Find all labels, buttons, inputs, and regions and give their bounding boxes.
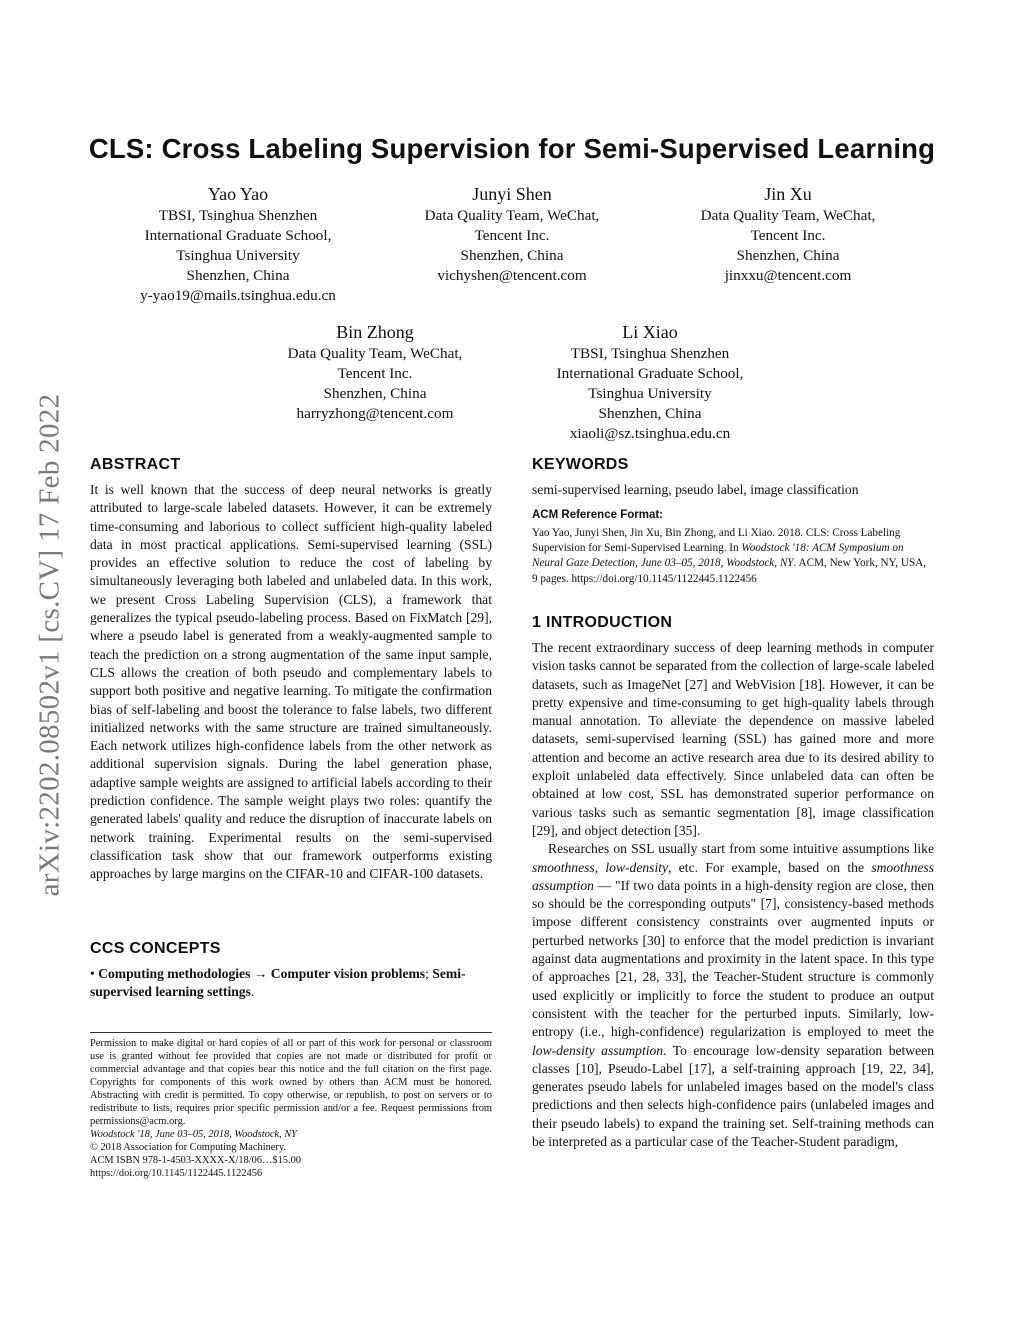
- author-location: Shenzhen, China: [323, 385, 427, 402]
- author-name: Li Xiao: [622, 322, 678, 342]
- ccs-heading: CCS CONCEPTS: [90, 940, 221, 957]
- author-name: Jin Xu: [764, 184, 812, 204]
- author-name: Yao Yao: [207, 184, 269, 204]
- intro-text: — "If two data points in a high-density region are close, then so should be the corresponding outputs" [7], consistency-based methods impose different consistency constraints over augmented inputs or perturbed networks [30] to enforce that the model prediction is invariant against data augmentations and proximity in the latent space. In this type of approaches [21, 28, 33], the Teacher-Student structure is commonly used explicitly or implicitly to force the student to produce an output consistent with the teacher for the perturbed inputs. Similarly, low-entropy (i.e., high-confidence) regularization is employed to meet the: [532, 877, 934, 1040]
- ccs-item: Computing methodologies: [98, 966, 251, 981]
- author-affiliation: Tencent Inc.: [337, 365, 413, 382]
- intro-paragraph-2: [532, 840, 934, 1151]
- author-block-junyi-shen: [374, 182, 650, 286]
- author-affiliation: TBSI, Tsinghua Shenzhen: [158, 207, 318, 224]
- author-email: harryzhong@tencent.com: [296, 405, 454, 422]
- arxiv-stamp-text: arXiv:2202.08502v1 [cs.CV] 17 Feb 2022: [33, 393, 66, 897]
- keywords-heading: KEYWORDS: [532, 456, 629, 473]
- author-affiliation: International Graduate School,: [556, 365, 744, 382]
- copyright-line: © 2018 Association for Computing Machinery.: [90, 1142, 286, 1153]
- author-affiliation: Tencent Inc.: [750, 227, 826, 244]
- acm-ref-body: [532, 526, 934, 587]
- intro-text: . To encourage low-density separation between classes [10], Pseudo-Label [17], a self-training approach [19, 22, 34], generates pseudo labels for unlabeled images based on the model's class predictions and then selects high-confidence pairs (unlabeled images and their pseudo labels) to expand the training set. Self-training methods can be interpreted as a particular case of the Teacher-Student paradigm,: [532, 1042, 934, 1150]
- ccs-concepts: [90, 965, 492, 1002]
- author-location: Shenzhen, China: [598, 405, 702, 422]
- author-affiliation: Data Quality Team, WeChat,: [424, 207, 600, 224]
- acm-ref-text: . ACM, New York, NY, USA, 9 pages. https://doi.org/10.1145/1122445.1122456: [532, 557, 927, 585]
- author-location: Shenzhen, China: [460, 247, 564, 264]
- ccs-separator: ;: [425, 966, 429, 981]
- intro-text: , etc. For example, based on the: [668, 859, 872, 875]
- author-email: vichyshen@tencent.com: [437, 267, 587, 284]
- footnote-rule: [90, 1032, 492, 1033]
- author-name: Bin Zhong: [336, 322, 414, 342]
- acm-ref-venue: Woodstock '18: ACM Symposium on Neural Gaze Detection, June 03–05, 2018, Woodstock, NY: [532, 542, 904, 570]
- abstract-heading: ABSTRACT: [90, 456, 181, 473]
- venue-line: Woodstock '18, June 03–05, 2018, Woodstock, NY: [90, 1129, 297, 1140]
- author-block-li-xiao: [512, 320, 788, 444]
- author-affiliation: Tsinghua University: [588, 385, 712, 402]
- ccs-end: .: [250, 984, 255, 1000]
- ccs-item: Semi-supervised learning settings: [90, 966, 466, 1000]
- keywords-text: semi-supervised learning, pseudo label, image classification: [532, 482, 859, 497]
- author-block-jin-xu: [650, 182, 926, 286]
- abstract-text: It is well known that the success of deep neural networks is greatly attributed to large-scale labeled datasets. However, it can be extremely time-consuming and laborious to collect sufficient high-quality labeled data in most practical applications. Semi-supervised learning (SSL) provides an effective solution to reduce the cost of labeling by simultaneously leveraging both labeled and unlabeled data. In this work, we present Cross Labeling Supervision (CLS), a framework that generalizes the typical pseudo-labeling process. Based on FixMatch [29], where a pseudo label is generated from a weakly-augmented sample to teach the prediction on a strong augmentation of the same input sample, CLS allows the creation of both pseudo and complementary labels to support both positive and negative learning. To mitigate the confirmation bias of self-labeling and boost the tolerance to false labels, two different initialized networks with the same structure are trained simultaneously. Each network utilizes high-confidence labels from the other network as additional supervision signals. During the label generation phase, adaptive sample weights are assigned to artificial labels according to their prediction confidence. The sample weight plays two roles: quantify the generated labels' quality and reduce the disruption of inaccurate labels on network training. Experimental results on the semi-supervised classification task show that our framework outperforms existing approaches by large margins on the CIFAR-10 and CIFAR-100 datasets.: [90, 482, 492, 882]
- ccs-bullet: •: [90, 966, 95, 981]
- author-affiliation: Tsinghua University: [176, 247, 300, 264]
- ccs-arrow: →: [253, 966, 268, 981]
- paper-title: CLS: Cross Labeling Supervision for Semi-Supervised Learning: [88, 133, 936, 164]
- permission-footnote: [90, 1037, 492, 1180]
- author-affiliation: International Graduate School,: [144, 227, 332, 244]
- isbn-line: ACM ISBN 978-1-4503-XXXX-X/18/06…$15.00: [90, 1155, 301, 1166]
- author-email: jinxxu@tencent.com: [724, 267, 852, 284]
- acm-ref-heading: ACM Reference Format:: [532, 509, 663, 521]
- author-email: y-yao19@mails.tsinghua.edu.cn: [140, 287, 336, 304]
- author-location: Shenzhen, China: [736, 247, 840, 264]
- author-email: xiaoli@sz.tsinghua.edu.cn: [569, 425, 731, 442]
- author-affiliation: Data Quality Team, WeChat,: [700, 207, 876, 224]
- author-location: Shenzhen, China: [186, 267, 290, 284]
- author-block-bin-zhong: [237, 320, 513, 424]
- author-name: Junyi Shen: [472, 184, 552, 204]
- intro-emphasis: low-density: [605, 859, 669, 875]
- arxiv-stamp: [20, 350, 80, 940]
- intro-heading: 1 INTRODUCTION: [532, 614, 673, 631]
- author-affiliation: Data Quality Team, WeChat,: [287, 345, 463, 362]
- permission-text: Permission to make digital or hard copies of all or part of this work for personal or classroom use is granted without fee provided that copies are not made or distributed for profit or commercial advantage and that copies bear this notice and the full citation on the first page. Copyrights for components of this work owned by others than ACM must be honored. Abstracting with credit is permitted. To copy otherwise, or republish, to post on servers or to redistribute to lists, requires prior specific permission and/or a fee. Request permissions from permissions@acm.org.: [90, 1038, 492, 1127]
- abstract-body: [90, 481, 492, 884]
- doi-line: https://doi.org/10.1145/1122445.1122456: [90, 1168, 263, 1179]
- intro-emphasis: smoothness: [532, 859, 595, 875]
- intro-emphasis: smoothness assumption: [532, 859, 934, 893]
- intro-text: ,: [594, 859, 606, 875]
- author-block-yao-yao: [100, 182, 376, 306]
- author-affiliation: TBSI, Tsinghua Shenzhen: [570, 345, 730, 362]
- intro-paragraph-1: The recent extraordinary success of deep learning methods in computer vision tasks cannot be separated from the collection of large-scale labeled datasets, such as ImageNet [27] and WebVision [18]. However, it can be pretty expensive and time-consuming to get high-quality labels through manual annotation. To alleviate the dependence on massive labeled datasets, semi-supervised learning (SSL) has gained more and more attention and become an active research area due to its desired ability to exploit unlabeled data effectively. Since unlabeled data can often be obtained at low cost, SSL has demonstrated superior performance on various tasks such as semantic segmentation [8], image classification [29], and object detection [35].: [532, 640, 934, 838]
- acm-ref-text: Yao Yao, Junyi Shen, Jin Xu, Bin Zhong, and Li Xiao. 2018. CLS: Cross Labeling Supervision for Semi-Supervised Learning. In: [532, 527, 901, 555]
- ccs-item: Computer vision problems: [270, 966, 426, 981]
- intro-text: Researches on SSL usually start from some intuitive assumptions like: [548, 841, 934, 857]
- intro-body: [532, 639, 934, 1151]
- intro-emphasis: low-density assumption: [532, 1042, 664, 1058]
- author-affiliation: Tencent Inc.: [474, 227, 550, 244]
